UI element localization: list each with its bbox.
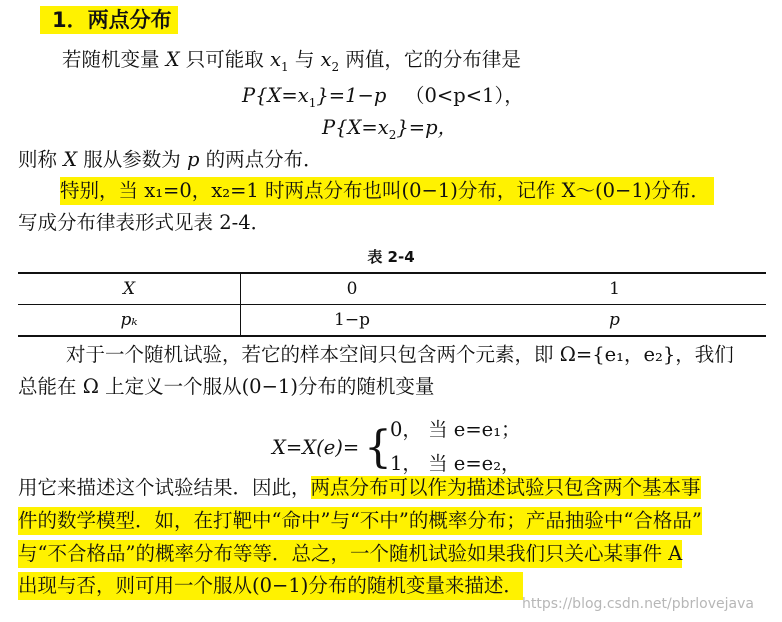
section-heading: 1．两点分布 xyxy=(40,6,178,34)
formula2-lhs: P{X=x xyxy=(322,116,389,139)
paragraph-model-line3: 与“不合格品”的概率分布等等．总之，一个随机试验如果我们只关心某事件 A xyxy=(18,540,682,568)
called-pre: 则称 xyxy=(18,148,64,171)
formula-p-x1 xyxy=(242,82,524,112)
table-row-probability xyxy=(18,305,766,337)
called-mid: 服从参数为 xyxy=(77,148,187,171)
intro-post: 两值，它的分布律是 xyxy=(339,48,521,71)
table-cell-pk: pₖ xyxy=(18,305,241,337)
piecewise-case-1: 0， 当 e=e₁； xyxy=(390,418,521,441)
piecewise-lhs: X=X(e)= xyxy=(272,436,360,459)
paragraph-sample-space-line2: 总能在 Ω 上定义一个服从(0−1)分布的随机变量 xyxy=(18,375,435,398)
called-param: p xyxy=(187,148,200,171)
distribution-table xyxy=(18,272,766,337)
paragraph-model-line1 xyxy=(18,474,701,502)
formula-p-x2 xyxy=(322,114,457,144)
table-cell-0: 0 xyxy=(241,273,464,305)
paragraph-model-line2: 件的数学模型．如，在打靶中“命中”与“不中”的概率分布；产品抽验中“合格品” xyxy=(18,507,702,535)
definition-sentence xyxy=(18,146,323,174)
table-cell-x: X xyxy=(18,273,241,305)
intro-paragraph xyxy=(62,46,521,76)
formula2-sub: 2 xyxy=(388,128,397,142)
formula2-rhs: }=p， xyxy=(396,116,458,139)
table-cell-p: p xyxy=(463,305,766,337)
watermark-url: https://blog.csdn.net/pbrlovejava xyxy=(522,596,754,612)
intro-x2: x xyxy=(320,48,332,71)
brace-symbol: { xyxy=(364,422,392,473)
intro-pre: 若随机变量 xyxy=(62,48,166,71)
intro-x1-sub: 1 xyxy=(281,60,289,74)
called-var: X xyxy=(63,148,78,171)
table-row-header xyxy=(18,273,766,305)
formula1-rhs: }=1−p xyxy=(316,84,387,107)
para3-line1-plain: 用它来描述这个试验结果．因此， xyxy=(18,476,311,499)
table-intro-sentence: 写成分布律表形式见表 2-4． xyxy=(18,211,271,234)
paragraph-model-line4: 出现与否，则可用一个服从(0−1)分布的随机变量来描述． xyxy=(18,572,523,600)
special-case-highlight: 特别，当 x₁=0，x₂=1 时两点分布也叫(0−1)分布，记作 X～(0−1)分布． xyxy=(60,177,714,205)
table-caption: 表 2-4 xyxy=(367,248,415,266)
piecewise-case-2: 1， 当 e=e₂， xyxy=(390,452,521,475)
intro-x1: x xyxy=(270,48,281,71)
para3-line1-highlight: 两点分布可以作为描述试验只包含两个基本事 xyxy=(310,476,701,499)
intro-var: X xyxy=(165,48,180,71)
called-post: 的两点分布． xyxy=(199,148,323,171)
paragraph-sample-space-line1: 对于一个随机试验，若它的样本空间只包含两个元素，即 Ω={e₁，e₂}，我们 xyxy=(66,343,734,366)
table-cell-1-minus-p: 1−p xyxy=(241,305,464,337)
formula1-sub: 1 xyxy=(308,96,317,110)
table-cell-1: 1 xyxy=(463,273,766,305)
intro-x2-sub: 2 xyxy=(331,60,340,74)
intro-mid2: 与 xyxy=(288,48,321,71)
intro-mid1: 只可能取 xyxy=(179,48,270,71)
formula1-lhs: P{X=x xyxy=(242,84,309,107)
formula1-condition: （0<p<1）， xyxy=(404,84,524,107)
